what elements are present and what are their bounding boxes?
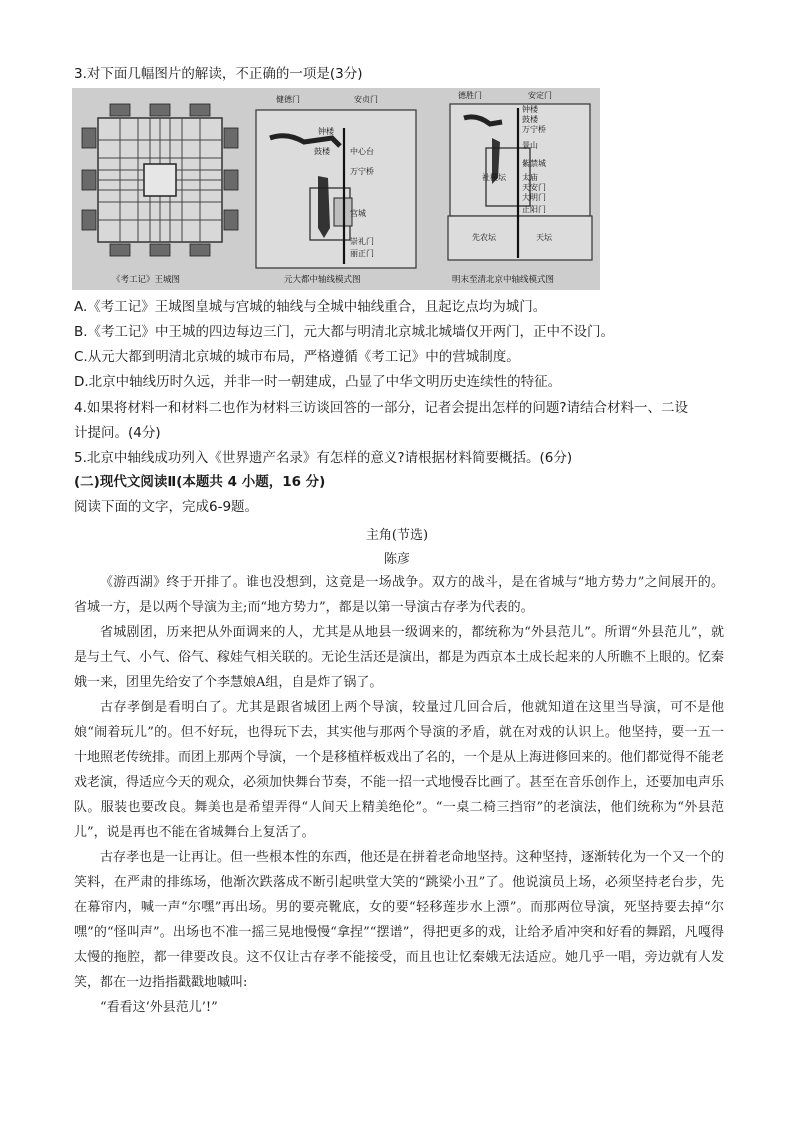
option-d: D.北京中轴线历时久远，并非一时一朝建成，凸显了中华文明历史连续性的特征。 <box>74 374 562 390</box>
question-4-line2: 计提问。(4分) <box>74 425 161 441</box>
question-3-stem: 3.对下面几幅图片的解读，不正确的一项是(3分) <box>74 66 363 82</box>
panel-yuan-dadu <box>256 110 416 268</box>
map3-label-bell-tower: 钟楼 <box>522 105 538 114</box>
story-title: 主角(节选) <box>365 528 429 543</box>
story-author: 陈彦 <box>383 552 410 567</box>
caption-yuan-dadu: 元大都中轴线模式图 <box>284 275 361 285</box>
map2-label-central-platform: 中心台 <box>350 147 374 156</box>
map2-label-bell-tower: 钟楼 <box>318 127 334 136</box>
section-instruction: 阅读下面的文字，完成6-9题。 <box>74 499 259 515</box>
section-title: (二)现代文阅读Ⅱ(本题共 4 小题，16 分) <box>74 474 326 490</box>
map3-label-zhengyang-gate: 正阳门 <box>522 205 546 214</box>
map2-label-lizheng-gate: 丽正门 <box>350 249 374 258</box>
map3-label-tiananmen: 天安门 <box>522 183 546 192</box>
story-paragraph-1: 《游西湖》终于开排了。谁也没想到，这竟是一场战争。双方的战斗，是在省城与“地方势力”之间展开的。省城一方，是以两个导演为主;而“地方势力”，都是以第一导演古存孝为代表的。 <box>74 575 724 615</box>
map3-label-temple-of-heaven: 天坛 <box>536 233 552 242</box>
map2-label-palace: 宫城 <box>350 209 366 218</box>
caption-ming-qing: 明末至清北京中轴线模式图 <box>452 275 555 285</box>
figure-maps <box>72 88 600 290</box>
story-paragraph-4: 古存孝也是一让再让。但一些根本性的东西，他还是在拼着老命地坚持。这种坚持，逐渐转化为一个又一个的笑料，在严肃的排练场，他渐次跌落成不断引起哄堂大笑的“跳梁小丑”了。他说演员上场，必须坚持老台步，先在幕帘内，喊一声“尔嘿”再出场。男的要亮靴底，女的要“轻移莲步水上漂”。而那两位导演，死坚持要去掉“尔嘿”的“怪叫声”。出场也不准一摇三晃地慢慢“拿捏”“摆谱”，得把更多的戏，让给矛盾冲突和好看的舞蹈，凡嘎得太慢的拖腔，都一律要改良。这不仅让古存孝不能接受，而且也让忆秦娥无法适应。她几乎一唱，旁边就有人发笑，都在一边指指戳戳地嘁叫: <box>74 850 725 990</box>
map3-label-jingshan: 景山 <box>522 141 538 150</box>
map3-label-drum-tower: 鼓楼 <box>522 115 538 124</box>
panel-kaogongji <box>82 104 238 256</box>
question-5: 5.北京中轴线成功列入《世界遗产名录》有怎样的意义?请根据材料简要概括。(6分) <box>74 450 573 466</box>
option-c: C.从元大都到明清北京城的城市布局，严格遵循《考工记》中的营城制度。 <box>74 349 520 365</box>
map3-label-forbidden-city: 紫禁城 <box>522 159 546 168</box>
map3-label-wanning-bridge: 万宁桥 <box>522 125 546 134</box>
story-paragraph-2: 省城剧团，历来把从外面调来的人，尤其是从地县一级调来的，都统称为“外县范儿”。所谓“外县范儿”，就是与土气、小气、俗气、稼娃气相关联的。无论生活还是演出，都是为西京本土成长起来的人所瞧不上眼的。忆秦娥一来，团里先给安了个李慧娘A组，自是炸了锅了。 <box>74 625 725 690</box>
map3-label-sheji-altar: 社稷坛 <box>482 173 506 182</box>
option-b: B.《考工记》中王城的四边每边三门，元大都与明清北京城北城墙仅开两门，正中不设门。 <box>74 324 615 340</box>
panel-ming-qing-beijing <box>448 104 592 260</box>
map2-label-drum-tower: 鼓楼 <box>314 147 330 156</box>
map3-label-xiannong-altar: 先农坛 <box>472 233 496 242</box>
caption-kaogongji: 《考工记》王城图 <box>112 275 181 285</box>
story-paragraph-3: 古存孝倒是看明白了。尤其是跟省城团上两个导演，较量过几回合后，他就知道在这里当导演，可不是他娘“闹着玩儿”的。但不好玩，也得玩下去，其实他与那两个导演的矛盾，就在对戏的认识上。他坚持，要一五一十地照老传统排。而团上那两个导演，一个是移植样板戏出了名的，一个是从上海进修回来的。他们都觉得不能老戏老演，得适应今天的观众，必须加快舞台节奏，不能一招一式地慢吞比画了。甚至在音乐创作上，还要加电声乐队。服装也要改良。舞美也是希望弄得“人间天上精美绝伦”。“一桌二椅三挡帘”的老演法，他们统称为“外县范儿”，说是再也不能在省城舞台上复活了。 <box>74 700 725 840</box>
map2-label-anzhen-gate: 安贞门 <box>354 95 378 104</box>
map2-label-chongli-gate: 崇礼门 <box>350 237 374 246</box>
question-3-figure <box>72 88 600 290</box>
map3-label-daming-gate: 大明门 <box>522 193 546 202</box>
map3-label-taimiao: 太庙 <box>522 173 538 182</box>
map2-label-wanning-bridge: 万宁桥 <box>350 167 374 176</box>
story-paragraph-5: “看看这‘外县范儿’!” <box>100 1000 218 1015</box>
map3-label-anding-gate: 安定门 <box>528 91 552 100</box>
map2-label-jiande-gate: 健德门 <box>276 95 300 104</box>
option-a: A.《考工记》王城图皇城与宫城的轴线与全城中轴线重合，且起讫点均为城门。 <box>74 299 547 315</box>
map3-label-desheng-gate: 德胜门 <box>458 91 482 100</box>
question-4-line1: 4.如果将材料一和材料二也作为材料三访谈回答的一部分，记者会提出怎样的问题?请结合材料一、二设 <box>74 400 689 416</box>
